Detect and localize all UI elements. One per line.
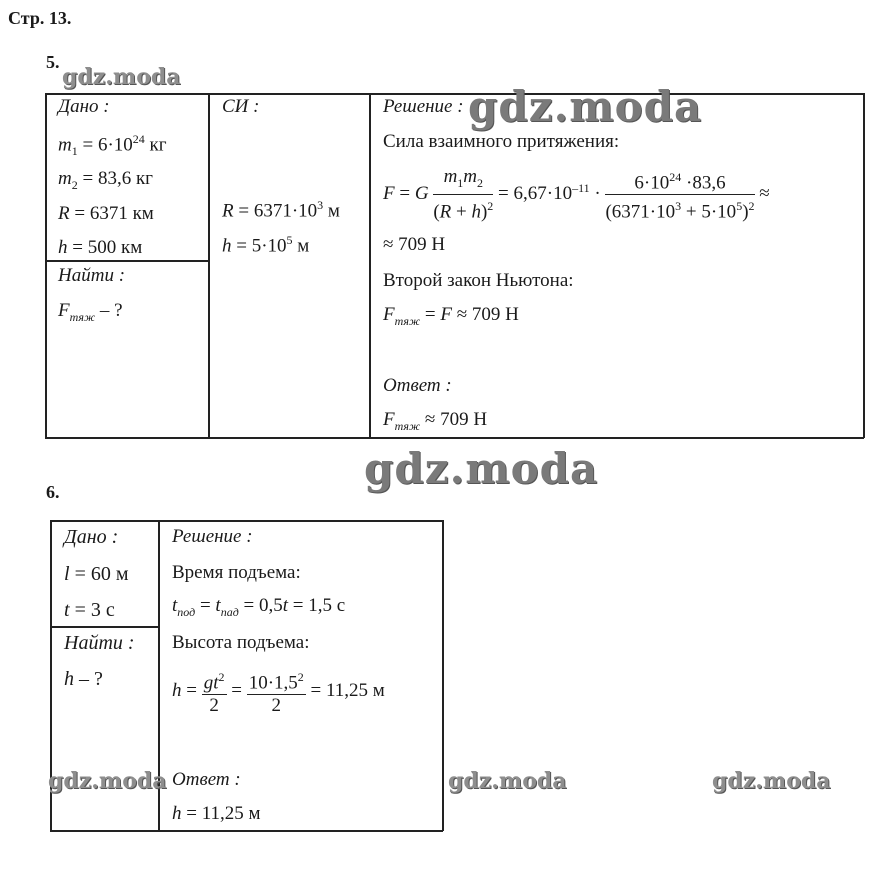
find6-item: h – ? — [64, 668, 103, 690]
height-equation: h = $\frac{gt^2}{2}$ = $\frac{10\cdot 1,5^2}{2}$ = 11,25 м — [172, 666, 385, 717]
watermark-4: gdz.moda — [48, 768, 167, 794]
problem-5-number: 5. — [46, 52, 60, 72]
solution-line1: Сила взаимного притяжения: — [383, 131, 620, 152]
given6-title: Дано : — [64, 526, 119, 548]
answer6: h = 11,25 м — [172, 803, 261, 824]
answer: $F_{тяж} \approx 709$ Н — [383, 409, 488, 433]
answer-title: Ответ : — [383, 375, 452, 396]
given6-l: l = 60 м — [64, 563, 129, 585]
watermark-2: gdz.moda — [468, 82, 703, 131]
si-title: СИ : — [222, 96, 260, 117]
given-m2: $m_2 = 83,6$ кг — [58, 168, 153, 192]
solution6-line1: Время подъема: — [172, 562, 301, 583]
find-title: Найти : — [58, 265, 126, 286]
given-h: h = 500 км — [58, 237, 143, 258]
given6-t: t = 3 с — [64, 599, 115, 621]
si-R: $R = 6371\cdot 10^3$ м — [222, 198, 340, 222]
result: ≈ 709 Н — [383, 234, 446, 255]
page-header: Стр. 13. — [8, 8, 72, 28]
find6-title: Найти : — [64, 632, 135, 654]
find-item: $F_{тяж}$ – ? — [58, 300, 123, 324]
solution-title: Решение : — [383, 96, 464, 117]
watermark-3: gdz.moda — [364, 444, 599, 493]
given-R: R = 6371 км — [58, 203, 154, 224]
newton-equation: $F_{тяж} = F \approx 709$ Н — [383, 304, 519, 328]
watermark-5: gdz.moda — [448, 768, 567, 794]
given-title: Дано : — [58, 96, 110, 117]
time-equation: $t_{под} = t_{пад} = 0,5t = 1,5$ с — [172, 595, 346, 619]
solution-line2: Второй закон Ньютона: — [383, 270, 574, 291]
answer6-title: Ответ : — [172, 769, 241, 790]
si-h: $h = 5\cdot 10^5$ м — [222, 233, 310, 257]
problem-6-number: 6. — [46, 482, 60, 502]
solution6-line2: Высота подъема: — [172, 632, 310, 653]
given-m1: $m_1 = 6\cdot 10^{24}$ кг — [58, 132, 167, 159]
watermark-6: gdz.moda — [712, 768, 831, 794]
gravity-formula: F = G $\frac{m_1m_2}{(R + h)^2}$ = $6,67\cdot 10^{-11}$ · $\frac{6\cdot 10^{24} \cdot 83,6}{(6371\cdot 10^3 + 5\cdot 10^5)^2}$ ≈ — [383, 166, 770, 223]
solution6-title: Решение : — [172, 526, 253, 547]
watermark-1: gdz.moda — [62, 64, 181, 90]
